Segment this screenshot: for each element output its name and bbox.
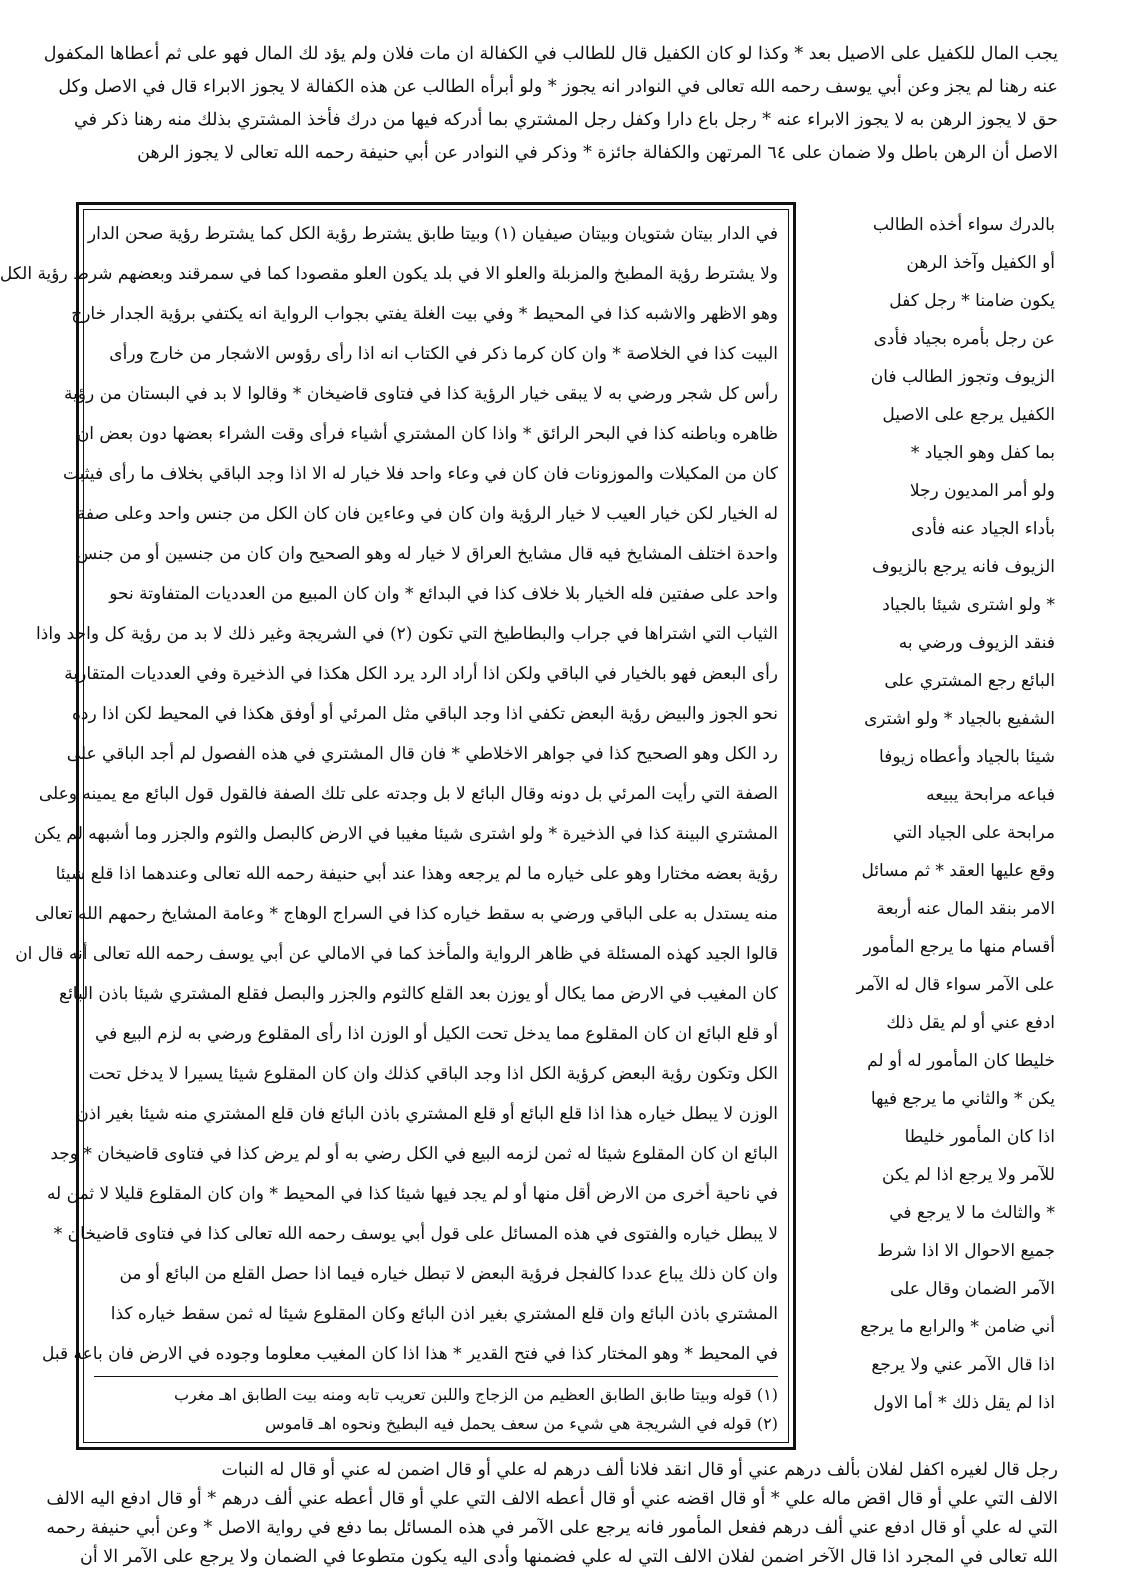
side-text-line: ادفع عني أو لم يقل ذلك (886, 1013, 1055, 1033)
main-text-frame (0, 202, 796, 1450)
main-text-line: رأس كل شجر ورضي به لا يبقى خيار الرؤية كذا في فتاوى قاضيخان * وقالوا لا بد في البستان من رؤية (63, 384, 778, 404)
main-text-line: واحدة اختلف المشايخ فيه قال مشايخ العراق لا خيار له وهو الصحيح وان كان من جنسين أو من جنس (76, 544, 778, 564)
side-text-line: * ولو اشترى شيئا بالجياد (882, 595, 1055, 615)
side-text-line: على الآمر سواء قال له الآمر (856, 975, 1055, 995)
main-text-line: المشتري البينة كذا في الذخيرة * ولو اشترى شيئا مغيبا في الارض كالبصل والثوم والجزر وما أشبهه لم يكن (33, 824, 778, 844)
main-text-line: رأى البعض فهو بالخيار في الباقي ولكن اذا أراد الرد يرد الكل هكذا في الذخيرة وفي العدديات المتقاربة (64, 664, 778, 684)
side-text-line: الكفيل يرجع على الاصيل (882, 405, 1055, 425)
footnote-divider (94, 1376, 778, 1377)
side-text-line: بأداء الجياد عنه فأدى (911, 519, 1055, 539)
side-text-line: جميع الاحوال الا اذا شرط (877, 1241, 1055, 1261)
main-text-line: منه يستدل به على الباقي ورضي به سقط خياره كذا في السراج الوهاج * وعامة المشايخ رحمهم الله تعالى (35, 904, 778, 924)
side-text-line: بما كفل وهو الجياد * (910, 443, 1055, 463)
main-text-line: وان كان ذلك يباع عددا كالفجل فرؤية البعض لا تبطل خياره فيما اذا حصل القلع من البائع أو من (119, 1264, 778, 1284)
side-text-line: البائع رجع المشتري على (884, 671, 1055, 691)
bottom-text-line: الالف التي علي أو قال اقض ماله علي * أو قال اقضه عني أو قال أعطه الالف التي علي أو قال أعطه عني ألف درهم * أو قال ادفع اليه الالف (46, 1489, 1058, 1509)
main-text-line: كان من المكيلات والموزونات فان كان في وعاء واحد فلا خيار له الا اذا وجد الباقي بخلاف ما رأى فيثبت (62, 464, 778, 484)
main-text-inner-frame (0, 209, 789, 1443)
bottom-text-block (46, 1456, 1058, 1572)
main-text-line: رؤية بعضه مختارا وهو على خياره ما لم يرجعه وهذا عند أبي حنيفة رحمه الله تعالى وعندهما اذا قلع شيئا (55, 864, 778, 884)
main-text-line: قالوا الجيد كهذه المسئلة في ظاهر الرواية والمأخذ كما في الامالي عن أبي يوسف رحمه الله تعالى أنه قال ان (15, 944, 778, 964)
main-text-line: الصفة التي رأيت المرئي بل دونه وقال البائع لا بل وجدته على تلك الصفة فالقول قول البائع مع يمينه وعلى (38, 784, 778, 804)
top-text-line: يجب المال للكفيل على الاصيل بعد * وكذا لو كان الكفيل قال للطالب في الكفالة ان مات فلان ولم يؤد لك المال فهو على ثم أعطاها المكفول (43, 44, 1058, 64)
side-text-line: فباعه مرابحة يبيعه (926, 785, 1055, 805)
side-text-line: * والثالث ما لا يرجع في (889, 1203, 1055, 1223)
side-text-line: وقع عليها العقد * ثم مسائل (861, 861, 1055, 881)
top-text-line: الاصل أن الرهن باطل ولا ضمان على ٦٤ المرتهن والكفالة جائزة * وذكر في النوادر عن أبي حنيفة رحمه الله تعالى لا يجوز الرهن (137, 143, 1058, 163)
footnote-line: (٢) قوله في الشريجة هي شيء من سعف يحمل فيه البطيخ ونحوه اهـ قاموس (264, 1414, 778, 1433)
side-text-line: اذا كان المأمور خليطا (904, 1127, 1055, 1147)
main-text-line: واحد على صفتين فله الخيار بلا خلاف كذا في البدائع * وان كان المبيع من العدديات المتفاوتة نحو (109, 584, 778, 604)
footnotes (94, 1380, 778, 1438)
bottom-text-line: رجل قال لغيره اكفل لفلان بألف درهم عني أو قال انقد فلانا ألف درهم له علي أو قال اضمن له عني أو قال له النبات (221, 1460, 1058, 1480)
side-text-line: فنقد الزيوف ورضي به (898, 633, 1055, 653)
main-text-line: في المحيط * وهو المختار كذا في فتح القدير * هذا اذا كان المغيب معلوما وجوده في الارض فان باعه قبل (41, 1344, 778, 1364)
side-text-line: الزيوف فانه يرجع بالزيوف (871, 557, 1055, 577)
side-text-line: شيئا بالجياد وأعطاه زيوفا (879, 747, 1055, 767)
main-text-line: في الدار بيتان شتويان وبيتان صيفيان (١) وبيتا طابق يشترط رؤية الكل كما يشترط رؤية صحن الدار (87, 224, 778, 244)
side-text-line: يكون ضامنا * رجل كفل (889, 291, 1055, 311)
bottom-text-line: الله تعالى في المجرد اذا قال الآخر اضمن لفلان الالف التي له علي فضمنها وأدى اليه يكون متطوعا في الضمان ولا يرجع على الآمر الا أن (80, 1547, 1058, 1567)
main-text-line: ولا يشترط رؤية المطبخ والمزبلة والعلو الا في بلد يكون العلو مقصودا كما في سمرقند وبعضهم شرط رؤية الكل (0, 264, 778, 284)
main-text-line: أو قلع البائع ان كان المقلوع مما يدخل تحت الكيل أو الوزن اذا رأى المقلوع ورضي به لزم البيع في (94, 1024, 778, 1044)
side-text-line: ولو أمر المديون رجلا (909, 481, 1055, 501)
main-text-line: البائع ان كان المقلوع شيئا له ثمن لزمه البيع في الكل رضي به أو لم يرض كذا في فتاوى قاضيخان * وجد (50, 1144, 778, 1164)
side-text-line: خليطا كان المأمور له أو لم (867, 1051, 1055, 1071)
main-text-line: الكل وتكون رؤية البعض كرؤية الكل اذا وجد الباقي كذلك وان كان المقلوع شيئا يسيرا لا يدخل تحت (88, 1064, 778, 1084)
side-text-line: للآمر ولا يرجع اذا لم يكن (882, 1165, 1055, 1185)
side-text-line: الشفيع بالجياد * ولو اشترى (864, 709, 1055, 729)
side-text-line: أو الكفيل وآخذ الرهن (906, 253, 1055, 273)
side-text-line: الآمر الضمان وقال على (889, 1279, 1055, 1299)
main-text-line: في ناحية أخرى من الارض أقل منها أو لم يجد فيها شيئا كذا في المحيط * وان كان المقلوع قليلا لا ثمن له (46, 1184, 778, 1204)
side-text-line: اذا قال الآمر عني ولا يرجع (871, 1355, 1055, 1375)
side-text-line: أني ضامن * والرابع ما يرجع (860, 1317, 1055, 1337)
side-text-line: اذا لم يقل ذلك * أما الاول (873, 1393, 1055, 1413)
side-text-line: أقسام منها ما يرجع المأمور (863, 937, 1055, 957)
side-margin-column (805, 206, 1055, 1422)
main-text-line: البيت كذا في الخلاصة * وان كان كرما ذكر في الكتاب انه اذا رأى رؤوس الاشجار من خارج ورأى (109, 344, 778, 364)
side-text-line: يكن * والثاني ما يرجع فيها (870, 1089, 1055, 1109)
top-text-block (43, 38, 1058, 170)
side-text-line: الامر بنقد المال عنه أربعة (876, 899, 1055, 919)
main-text-line: له الخيار لكن خيار العيب لا خيار الرؤية وان كان في وعاءين فان كان الكل من جنس واحد وعلى صفة (76, 504, 778, 524)
main-text-line: المشتري باذن البائع وان قلع المشتري بغير اذن البائع وكان المقلوع شيئا له ثمن سقط خياره كذا (110, 1304, 778, 1324)
main-text-line: نحو الجوز والبيض رؤية البعض تكفي اذا وجد الباقي مثل المرئي أو أوفق هكذا في المحيط لكن اذا رده (72, 704, 778, 724)
top-text-line: حق لا يجوز الرهن به لا يجوز الابراء عنه * رجل باع دارا وكفل رجل المشتري بما أدركه فيها من درك فأخذ المشتري بذلك منه رهنا ذكر في (74, 110, 1058, 130)
main-text-line: كان المغيب في الارض مما يكال أو يوزن بعد القلع كالثوم والجزر والبصل فقلع المشتري شيئا باذن البائع (59, 984, 778, 1004)
main-text-line: رد الكل وهو الصحيح كذا في جواهر الاخلاطي * فان قال المشتري في هذه الفصول لم أجد الباقي على (66, 744, 778, 764)
side-text-line: مرابحة على الجياد التي (892, 823, 1055, 843)
footnote-line: (١) قوله وبيتا طابق الطابق العظيم من الزجاج واللبن تعريب تابه ومنه بيت الطابق اهـ مغرب (173, 1385, 778, 1404)
main-text-line: ظاهره وباطنه كذا في البحر الرائق * واذا كان المشتري أشياء فرأى وقت الشراء بعضها دون بعض ان (76, 424, 778, 444)
main-text-line: لا يبطل خياره والفتوى في هذه المسائل على قول أبي يوسف رحمه الله تعالى كذا في فتاوى قاضيخان * (53, 1224, 778, 1244)
side-text-line: عن رجل بأمره بجياد فأدى (873, 329, 1055, 349)
main-text-body (0, 214, 778, 1374)
main-text-line: الثياب التي اشتراها في جراب والبطاطيخ التي تكون (٢) في الشريجة وغير ذلك لا بد من رؤية كل واحد واذا (36, 624, 778, 644)
bottom-text-line: التي له علي أو قال ادفع عني ألف درهم ففعل المأمور فانه يرجع على الآمر في هذه المسائل بما دفع في رواية الاصل * وعن أبي حنيفة رحمه (46, 1518, 1058, 1538)
side-text-line: الزيوف وتجوز الطالب فان (870, 367, 1055, 387)
main-text-line: وهو الاظهر والاشبه كذا في المحيط * وفي بيت الغلة يفتي بجواب الرواية انه يكتفي برؤية الجدار خارج (71, 304, 778, 324)
main-text-line: الوزن لا يبطل خياره هذا اذا قلع البائع أو قلع المشتري باذن البائع فان قلع المشتري منه شيئا بغير اذن (76, 1104, 778, 1124)
side-text-line: بالدرك سواء أخذه الطالب (872, 215, 1055, 235)
top-text-line: عنه رهنا لم يجز وعن أبي يوسف رحمه الله تعالى في النوادر انه يجوز * ولو أبرأه الطالب عن هذه الكفالة لا يجوز الابراء قال في الاصل وكل (58, 77, 1058, 97)
